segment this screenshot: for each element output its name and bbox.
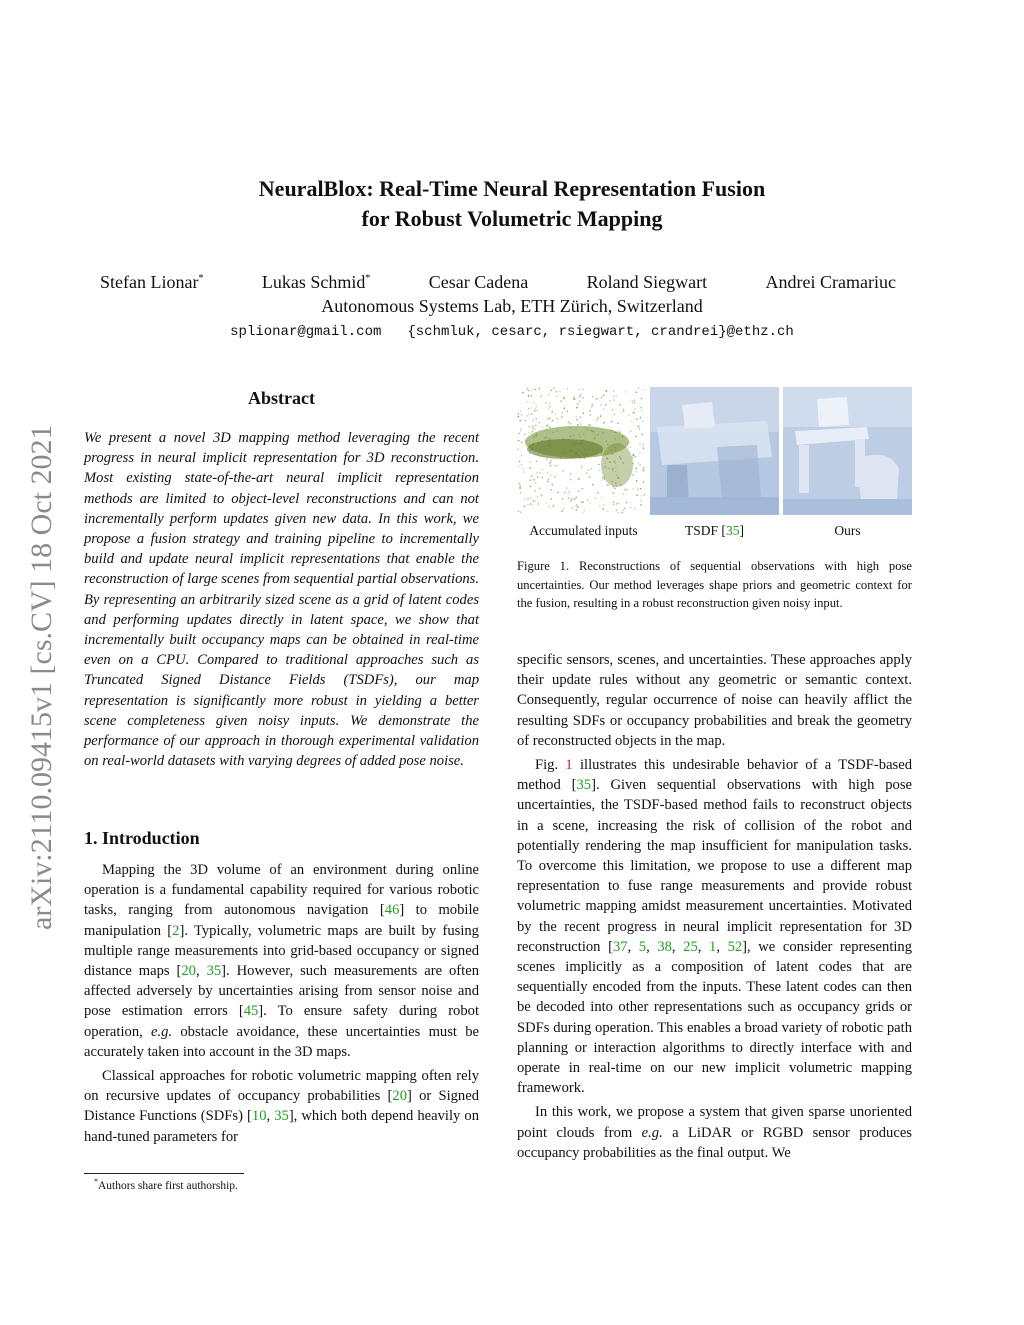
author-list [100, 270, 896, 294]
author-emails [0, 322, 1024, 342]
citation-link[interactable]: 20 [181, 963, 196, 980]
figure-1-images [517, 387, 912, 515]
author: Stefan Lionar* [100, 272, 204, 292]
figure-label-ours: Ours [834, 523, 861, 538]
figure-label-accumulated: Accumulated inputs [529, 523, 638, 538]
author: Cesar Cadena [428, 272, 529, 292]
affiliation: Autonomous Systems Lab, ETH Zürich, Switzerland [321, 296, 703, 316]
figure-label-tsdf: TSDF [35] [685, 523, 744, 538]
abstract-text: We present a novel 3D mapping method leveraging the recent progress in neural implicit representation for 3D reconstruction. Most existing state-of-the-art neural implicit representation methods are limited to object-level reconstructions and can not incrementally perform updates given new data. In this work, we propose a fusion strategy and training pipeline to incrementally build and update neural implicit representations that enable the reconstruction of large scenes from sequential partial observations. By representing an arbitrarily sized scene as a grid of latent codes and performing updates directly in latent space, we show that incrementally built occupancy maps can be obtained in real-time even on a CPU. Compared to traditional approaches such as Truncated Signed Distance Fields (TSDFs), our map representation is significantly more robust in yielding a better scene completeness given noisy inputs. We demonstrate the performance of our approach in thorough experimental validation on real-world datasets with varying degrees of added pose noise. [84, 430, 479, 770]
citation-link[interactable]: 38 [657, 938, 672, 955]
citation-link[interactable]: 20 [392, 1088, 407, 1105]
email[interactable]: {schmluk, cesarc, rsiegwart, crandrei}@ethz.ch [407, 324, 794, 340]
paper-title [0, 174, 1024, 234]
author: Andrei Cramariuc [765, 272, 896, 292]
citation-link[interactable]: 25 [683, 938, 698, 955]
title-line-2: for Robust Volumetric Mapping [361, 206, 663, 231]
citation-link[interactable]: 52 [727, 938, 743, 955]
ours-image [783, 387, 912, 515]
section-heading-introduction: 1. Introduction [84, 828, 200, 848]
paragraph: specific sensors, scenes, and uncertainties. These approaches apply their update rules without any geometric or semantic context. Consequently, regular occurrence of noise can heavily afflict the resulting SDFs or occupancy probabilities and break the geometry of reconstructed objects in the map. [517, 652, 912, 749]
tsdf-image [650, 387, 779, 515]
citation-link[interactable]: 2 [172, 922, 180, 939]
citation-link[interactable]: 10 [251, 1108, 267, 1125]
email[interactable]: splionar@gmail.com [230, 324, 382, 340]
footnote: *Authors share first authorship. [94, 1177, 238, 1192]
citation-link[interactable]: 1 [709, 938, 717, 955]
paragraph: Mapping the 3D volume of an environment during online operation is a fundamental capability required for various robotic tasks, ranging from autonomous navigation [46] to mobile manipulation [2]. Typically, volumetric maps are built by fusing multiple range measurements into grid-based occupancy or signed distance maps [20, 35]. However, such measurements are often affected adversely by uncertainties arising from sensor noise and pose estimation errors [45]. To ensure safety during robot operation, e.g. obstacle avoidance, these uncertainties must be accurately taken into account in the 3D maps. [84, 862, 479, 1060]
citation-link[interactable]: 35 [274, 1108, 289, 1125]
left-column-body [84, 860, 479, 1147]
figure-1-caption: Figure 1. Reconstructions of sequential observations with high pose uncertainties. Our method leverages shape priors and geometric context for the fusion, resulting in a robust reconstruction given noisy input. [517, 559, 912, 611]
author: Roland Siegwart [586, 272, 708, 292]
citation-link[interactable]: 35 [206, 963, 222, 980]
citation-link[interactable]: 45 [243, 1003, 259, 1020]
paragraph: Fig. 1 illustrates this undesirable behavior of a TSDF-based method [35]. Given sequential observations with high pose uncertainties, the TSDF-based method fails to reconstruct objects in a scene, increasing the risk of collision of the robot and potentially rendering the map insufficient for manipulation tasks. To overcome this limitation, we propose to use a different map representation to fuse range measurements and provide robust volumetric mapping amidst measurement uncertainties. Motivated by the recent progress in neural implicit representation for 3D reconstruction [37, 5, 38, 25, 1, 52], we consider representing scenes implicitly as a composition of latent codes that are sequentially encoded from the inputs. These latent codes can then be decoded into other representations such as occupancy grids or SDFs during operation. This enables a broad variety of robotic path planning or interaction algorithms to directly interface with and operate in real-time on our new implicit volumetric mapping framework. [517, 757, 913, 1097]
citation-link[interactable]: 35 [576, 777, 592, 794]
paragraph: Classical approaches for robotic volumetric mapping often rely on recursive updates of occupancy probabilities [20] or Signed Distance Functions (SDFs) [10, 35], which both depend heavily on hand-tuned parameters for [84, 1068, 479, 1145]
citation-link[interactable]: 46 [384, 902, 400, 919]
paragraph: In this work, we propose a system that given sparse unoriented point clouds from e.g. a LiDAR or RGBD sensor produces occupancy probabilities as the final output. We [517, 1104, 912, 1161]
title-line-1: NeuralBlox: Real-Time Neural Representation Fusion [258, 176, 766, 201]
accumulated-inputs-image [517, 387, 646, 515]
citation-link[interactable]: 37 [612, 938, 628, 955]
citation-link[interactable]: 35 [725, 523, 740, 538]
citation-link[interactable]: 5 [638, 938, 647, 955]
figure-link[interactable]: 1 [565, 757, 573, 774]
abstract-heading: Abstract [248, 388, 315, 408]
author: Lukas Schmid* [261, 272, 371, 292]
footnote-rule [84, 1173, 244, 1174]
arxiv-stamp: arXiv:2110.09415v1 [cs.CV] 18 Oct 2021 [25, 424, 58, 930]
right-column-body [517, 650, 912, 1163]
